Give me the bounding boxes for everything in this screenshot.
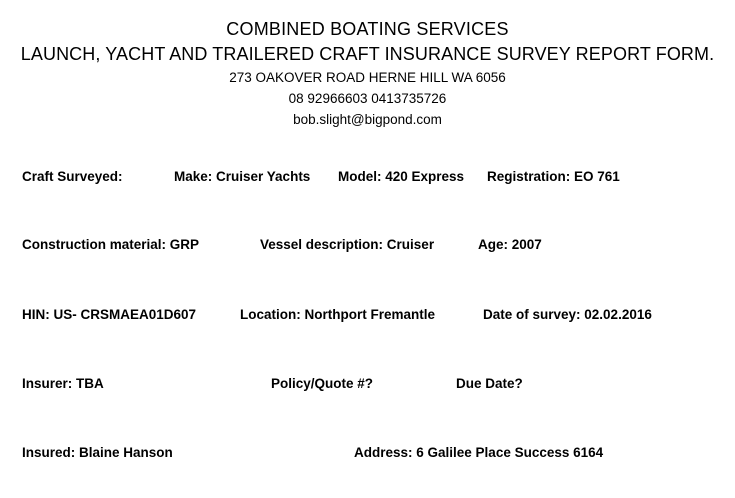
construction-material-field: Construction material: GRP	[22, 237, 200, 252]
survey-date-field: Date of survey: 02.02.2016	[483, 307, 652, 322]
make-field: Make: Cruiser Yachts	[174, 169, 311, 184]
company-phones: 08 92966603 0413735726	[288, 91, 447, 106]
policy-quote-field: Policy/Quote #?	[271, 376, 374, 391]
insured-field: Insured: Blaine Hanson	[22, 445, 173, 460]
location-field: Location: Northport Fremantle	[240, 307, 435, 322]
due-date-field: Due Date?	[456, 376, 523, 391]
company-name: COMBINED BOATING SERVICES	[226, 19, 509, 39]
hin-field: HIN: US- CRSMAEA01D607	[22, 307, 197, 322]
registration-field: Registration: EO 761	[487, 169, 620, 184]
insurer-field: Insurer: TBA	[22, 376, 104, 391]
vessel-description-field: Vessel description: Cruiser	[260, 237, 435, 252]
age-field: Age: 2007	[478, 237, 542, 252]
form-title: LAUNCH, YACHT AND TRAILERED CRAFT INSURANCE SURVEY REPORT FORM.	[20, 44, 715, 64]
company-email: bob.slight@bigpond.com	[293, 112, 442, 127]
craft-surveyed-label: Craft Surveyed:	[22, 169, 123, 184]
company-address: 273 OAKOVER ROAD HERNE HILL WA 6056	[229, 70, 506, 85]
insured-address-field: Address: 6 Galilee Place Success 6164	[354, 445, 604, 460]
model-field: Model: 420 Express	[338, 169, 465, 184]
